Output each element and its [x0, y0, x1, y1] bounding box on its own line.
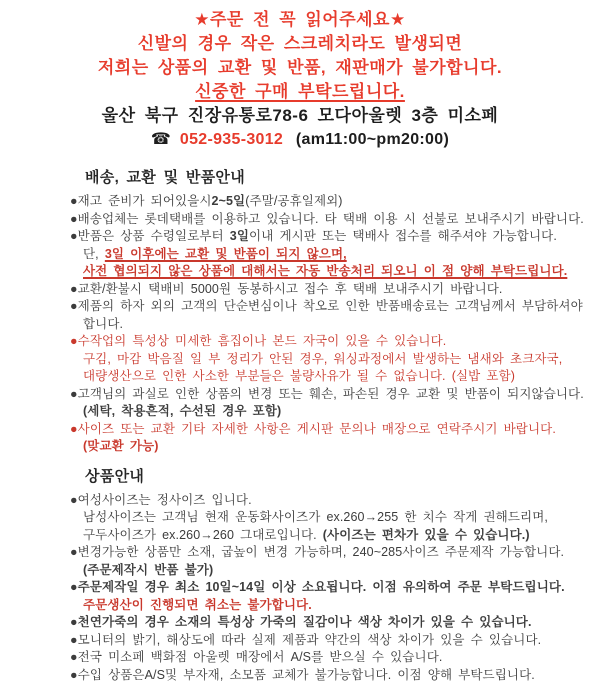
text-segment: ●사이즈 또는 교환 기타 자세한 사항은 게시판 문의나 매장으로 연락주시기 바랍니다. [70, 422, 556, 436]
notice-line [70, 316, 592, 334]
phone-icon: ☎ [151, 131, 171, 148]
section-title-shipping: 배송, 교환 및 반품안내 [85, 169, 592, 187]
text-segment: ●변경가능한 상품만 소재, 굽높이 변경 가능하며, 240~285사이즈 주문제작 가능합니다. [70, 545, 564, 559]
section-title-product: 상품안내 [85, 468, 592, 486]
notice-line [70, 632, 592, 650]
text-segment: ●전국 미소페 백화점 아울렛 매장에서 A/S를 받으실 수 있습니다. [70, 650, 442, 664]
header-line: ★주문 전 꼭 읽어주세요★ [0, 8, 600, 32]
notice-line [70, 509, 592, 527]
notice-body [0, 152, 600, 684]
text-segment: ●주문제작일 경우 최소 10일~14일 이상 소요됩니다. 이점 유의하여 주문 부탁드립니다. [70, 580, 565, 594]
notice-line [70, 263, 592, 281]
text-segment: (사이즈는 편차가 있을 수 있습니다.) [323, 528, 530, 542]
text-segment: 남성사이즈는 고객님 현재 운동화사이즈가 ex.260→255 한 치수 작게 권해드리며, [83, 510, 548, 524]
text-segment: 이내 게시판 또는 택배사 접수를 해주셔야 가능합니다. [249, 229, 557, 243]
shipping-lines [70, 193, 592, 456]
header-line: 울산 북구 진장유통로78-6 모다아울렛 3층 미소페 [0, 104, 600, 128]
notice-line [70, 527, 592, 545]
header-warning-lines [0, 8, 600, 128]
business-hours: (am11:00~pm20:00) [296, 131, 449, 148]
text-segment: 3일 [230, 229, 249, 243]
notice-line [70, 386, 592, 404]
notice-line [70, 193, 592, 211]
text-segment: ●고객님의 과실로 인한 상품의 변경 또는 훼손, 파손된 경우 교환 및 반품이 되지않습니다. [70, 387, 584, 401]
notice-line [70, 351, 592, 369]
text-segment: 구김, 마감 박음질 일 부 정리가 안된 경우, 워싱과정에서 발생하는 냄새와 초크자국, [83, 352, 562, 366]
text-segment: (맞교환 가능) [83, 439, 158, 453]
text-segment: ●수입 상품은A/S및 부자재, 소모품 교체가 불가능합니다. 이점 양해 부탁드립니다. [70, 668, 535, 682]
notice-line [70, 562, 592, 580]
text-segment: ●교환/환불시 택배비 5000원 동봉하시고 접수 후 택배 보내주시기 바랍니다. [70, 282, 503, 296]
notice-line [70, 211, 592, 229]
text-segment: 3일 이후에는 교환 및 반품이 되지 않으며, [105, 247, 347, 261]
text-segment: 주문생산이 진행되면 취소는 불가합니다. [83, 598, 312, 612]
product-lines [70, 492, 592, 684]
notice-line [70, 667, 592, 684]
text-segment: (주말/공휴일제외) [245, 194, 342, 208]
notice-line [70, 438, 592, 456]
section-shipping-exchange-return [70, 169, 592, 456]
text-segment: 2~5일 [212, 194, 246, 208]
phone-number: 052-935-3012 [180, 131, 283, 148]
notice-line [70, 597, 592, 615]
text-segment: ●제품의 하자 외의 고객의 단순변심이나 착오로 인한 반품배송료는 고객님께서 부담하셔야 [70, 299, 583, 313]
text-segment: ●수작업의 특성상 미세한 흠집이나 본드 자국이 있을 수 있습니다. [70, 334, 446, 348]
text-segment: ●재고 준비가 되어있을시 [70, 194, 212, 208]
text-segment: ●반품은 상품 수령일로부터 [70, 229, 230, 243]
text-segment: 단, [83, 247, 105, 261]
text-segment: ●배송업체는 롯데택배를 이용하고 있습니다. 타 택배 이용 시 선불로 보내주시기 바랍니다. [70, 212, 584, 226]
text-segment: 구두사이즈가 ex.260→260 그대로입니다. [83, 528, 323, 542]
header-line: 저희는 상품의 교환 및 반품, 재판매가 불가합니다. [0, 56, 600, 80]
notice-line [70, 403, 592, 421]
text-segment: (세탁, 착용흔적, 수선된 경우 포함) [83, 404, 281, 418]
notice-line [70, 579, 592, 597]
notice-line [70, 544, 592, 562]
phone-line [0, 128, 600, 152]
notice-line [70, 228, 592, 246]
notice-header [0, 0, 600, 152]
header-line: 신중한 구매 부탁드립니다. [0, 80, 600, 104]
notice-line [70, 246, 592, 264]
section-product-info [70, 468, 592, 684]
text-segment: ●여성사이즈는 정사이즈 입니다. [70, 493, 252, 507]
notice-line [70, 421, 592, 439]
text-segment: 사전 협의되지 않은 상품에 대해서는 자동 반송처리 되오니 이 점 양해 부탁드립니다. [83, 264, 567, 278]
notice-line [70, 298, 592, 316]
text-segment: (주문제작시 반품 불가) [83, 563, 213, 577]
text-segment: ●모니터의 밝기, 해상도에 따라 실제 제품과 약간의 색상 차이가 있을 수 있습니다. [70, 633, 541, 647]
header-line: 신발의 경우 작은 스크레치라도 발생되면 [0, 32, 600, 56]
text-segment: 합니다. [83, 317, 123, 331]
notice-line [70, 492, 592, 510]
notice-line [70, 368, 592, 386]
text-segment: ●천연가죽의 경우 소재의 특성상 가죽의 질감이나 색상 차이가 있을 수 있습니다. [70, 615, 532, 629]
notice-line [70, 614, 592, 632]
text-segment: 대량생산으로 인한 사소한 부분들은 불량사유가 될 수 없습니다. (실밥 포함) [83, 369, 515, 383]
notice-line [70, 333, 592, 351]
notice-line [70, 649, 592, 667]
notice-line [70, 281, 592, 299]
